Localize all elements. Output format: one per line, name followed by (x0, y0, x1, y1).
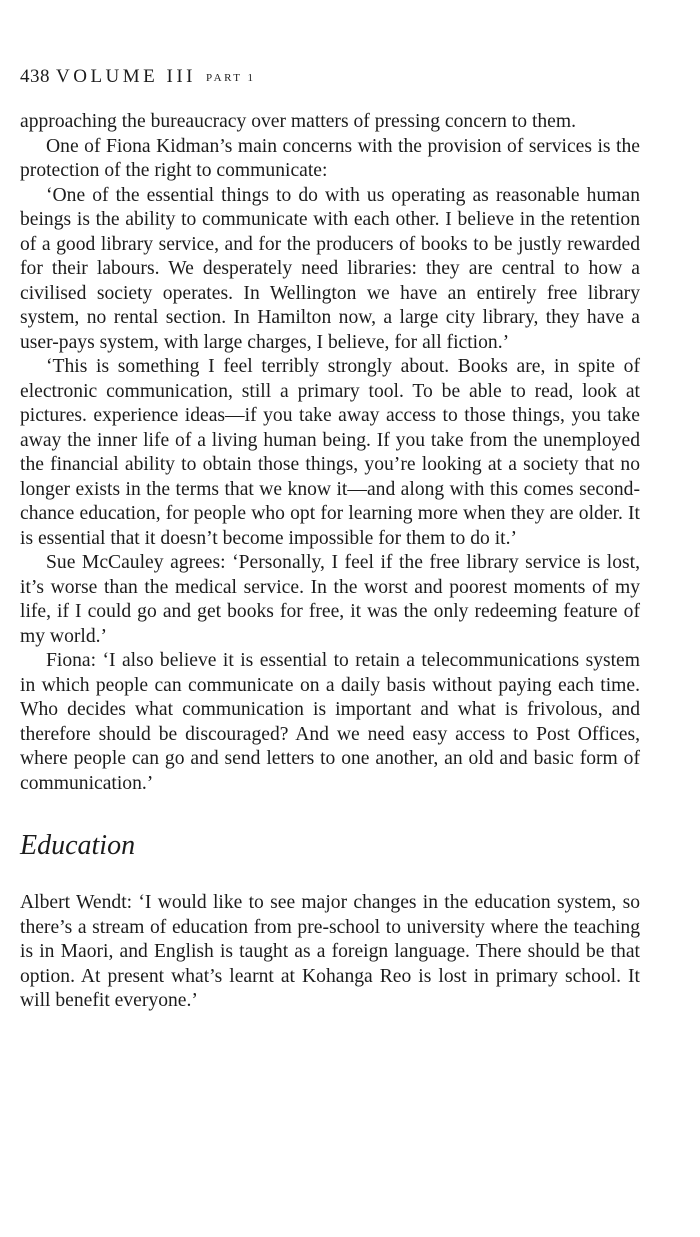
paragraph-continued: approaching the bureaucracy over matters of pressing concern to them. (20, 111, 577, 132)
part-label: PART 1 (206, 72, 256, 84)
page-number: 438 (20, 66, 50, 87)
section-heading: Education (20, 830, 136, 861)
paragraph: Albert Wendt: ‘I would like to see major changes in the education system, so there’s a stream of education from pre-school to university where the teaching is in Maori, and English is taught as a foreign language. There should be that option. At present what’s learnt at Kohanga Reo is lost in primary school. It will benefit everyone.’ (20, 892, 640, 1011)
volume-label: VOLUME III (56, 66, 197, 87)
paragraph: ‘This is something I feel terribly strongly about. Books are, in spite of electronic communication, still a primary tool. To be able to read, look at pictures. experience ideas—if you take away access to those things, you take away the inner life of a living human being. If you take from the unemployed the financial ability to obtain those things, you’re looking at a society that no longer exists in the terms that we know it—and along with this comes second-chance education, for people who opt for learning more when they are older. It is essential that it doesn’t become impossible for them to do it.’ (20, 356, 640, 549)
paragraph: ‘One of the essential things to do with us operating as reasonable human beings is the ability to communicate with each other. I believe in the retention of a good library service, and for the producers of books to be justly rewarded for their labours. We desperately need libraries: they are central to how a civilised society operates. In Wellington we have an entirely free library system, no rental section. In Hamilton now, a large city library, they have a user-pays system, with large charges, I believe, for all fiction.’ (20, 184, 640, 353)
paragraph: Fiona: ‘I also believe it is essential to retain a telecommunications system in which people can communicate on a daily basis without paying each time. Who decides what communication is important and what is frivolous, and therefore should be discouraged? And we need easy access to Post Offices, where people can go and send letters to one another, an old and basic form of communication.’ (20, 650, 640, 794)
body-text (20, 110, 640, 1014)
paragraph: One of Fiona Kidman’s main concerns with the provision of services is the protection of the right to communicate: (20, 135, 640, 181)
paragraph: Sue McCauley agrees: ‘Personally, I feel if the free library service is lost, it’s worse than the medical service. In the worst and poorest moments of my life, if I could go and get books for free, it was the only redeeming feature of my world.’ (20, 552, 640, 647)
running-head (20, 66, 256, 88)
